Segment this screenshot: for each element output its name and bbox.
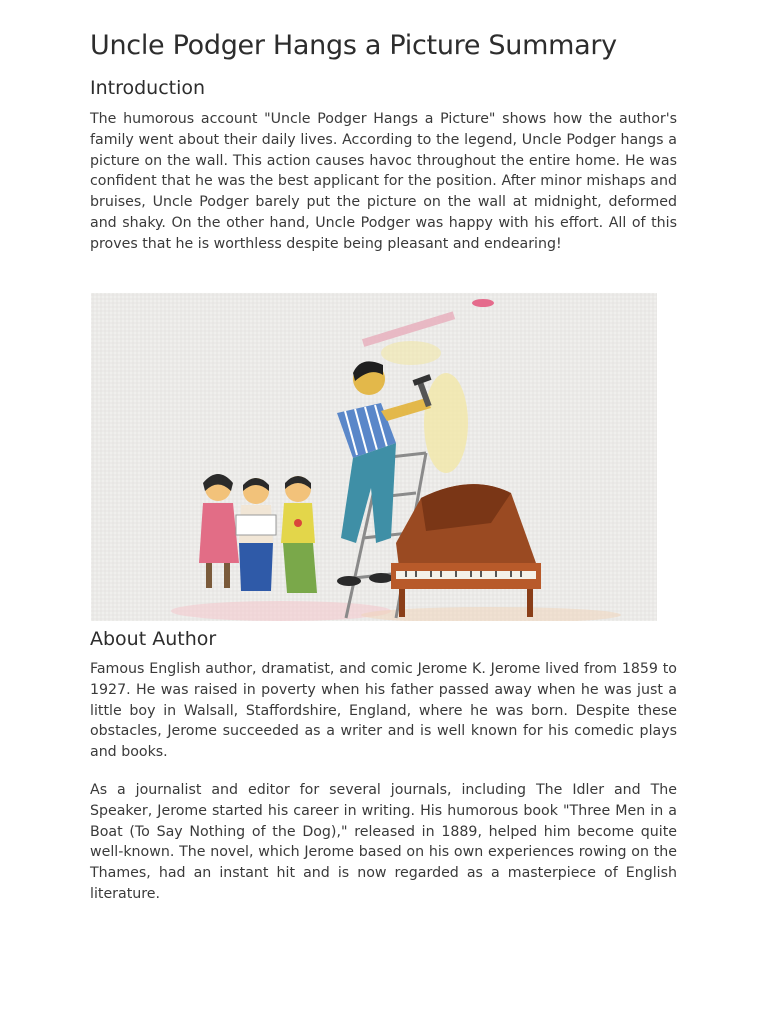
introduction-heading: Introduction xyxy=(90,77,206,99)
illustration-icon xyxy=(91,293,657,621)
about-author-paragraph: As a journalist and editor for several journals, including The Idler and The Speaker, Jerome started his career in writing. His humorous book "Three Men in a Boat (To Say Nothing of the Dog)," released in 1889, helped him become quite well-known. The novel, which Jerome based on his own experiences rowing on the Thames, had an instant hit and is now regarded as a masterpiece of English literature. xyxy=(90,782,677,902)
uncle-podger-illustration xyxy=(91,293,657,621)
page-title: Uncle Podger Hangs a Picture Summary xyxy=(90,30,617,61)
introduction-paragraph: The humorous account "Uncle Podger Hangs a Picture" shows how the author's family went about their daily lives. According to the legend, Uncle Podger hangs a picture on the wall. This action causes havoc throughout the entire home. He was confident that he was the best applicant for the position. After minor mishaps and bruises, Uncle Podger barely put the picture on the wall at midnight, deformed and shaky. On the other hand, Uncle Podger was happy with his effort. All of this proves that he is worthless despite being pleasant and endearing! xyxy=(90,111,677,252)
about-author-paragraph: Famous English author, dramatist, and comic Jerome K. Jerome lived from 1859 to 1927. He was raised in poverty when his father passed away when he was just a little boy in Walsall, Staffordshire, England, where he was born. Despite these obstacles, Jerome succeeded as a writer and is well known for his comedic plays and books. xyxy=(90,661,677,761)
about-author-heading: About Author xyxy=(90,628,217,650)
